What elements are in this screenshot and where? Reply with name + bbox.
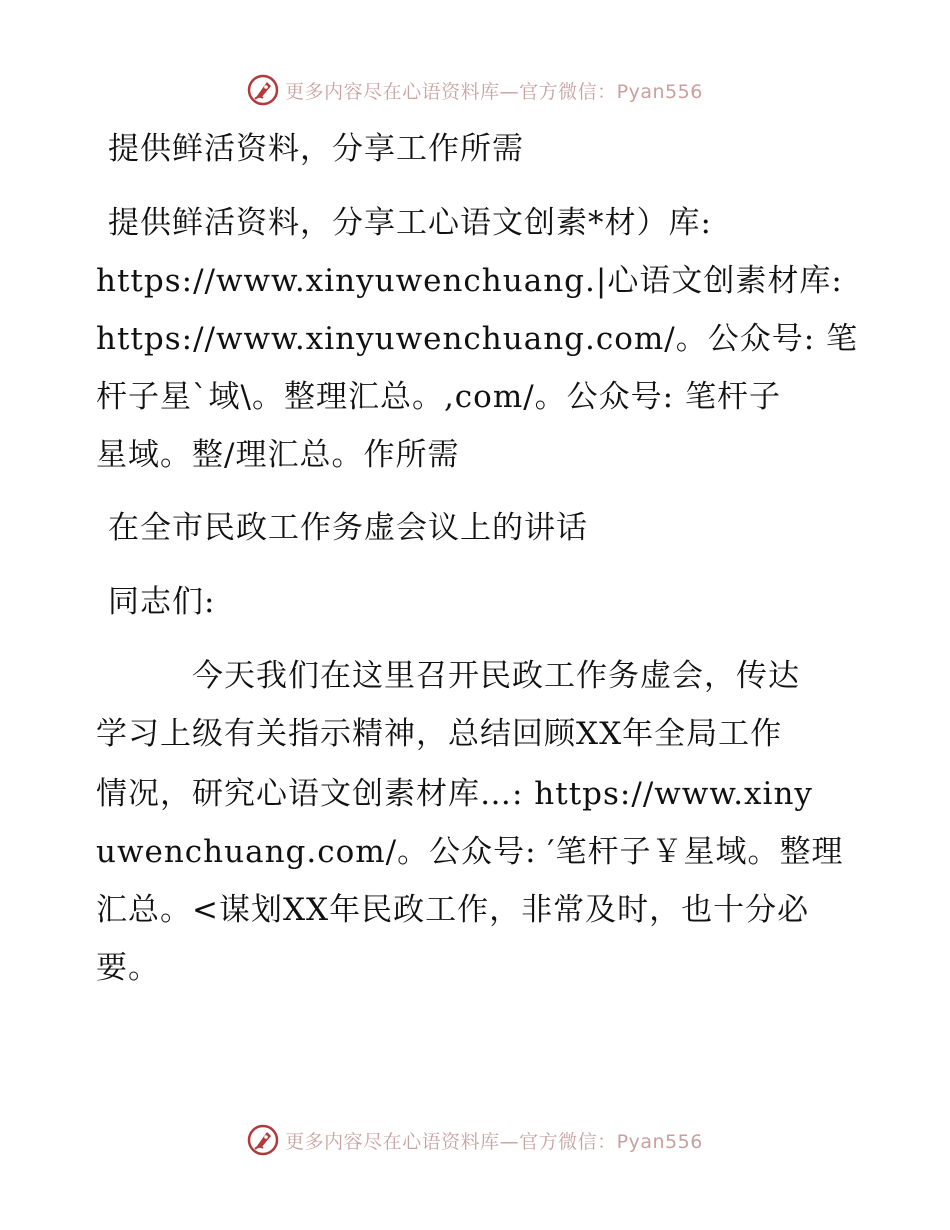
body-line-2: 学习上级有关指示精神，总结回顾XX年全局工作 — [96, 716, 783, 752]
noisy-line-3: https://www.xinyuwenchuang.com/。公众号: 笔 — [96, 321, 859, 357]
noisy-line-2: https://www.xinyuwenchuang.|心语文创素材库: — [96, 263, 843, 299]
body-line-1: 今天我们在这里召开民政工作务虚会，传达 — [192, 658, 800, 694]
body-line-4: uwenchuang.com/。公众号: ′笔杆子￥星域。整理 — [96, 834, 844, 870]
noisy-line-4: 杆子星`域\。整理汇总。,com/。公众号: 笔杆子 — [96, 379, 781, 415]
pen-nib-logo-icon — [247, 74, 279, 106]
salutation: 同志们: — [108, 584, 216, 620]
document-title: 在全市民政工作务虚会议上的讲话 — [108, 510, 588, 546]
body-line-6: 要。 — [96, 950, 160, 986]
header-line: 提供鲜活资料，分享工作所需 — [108, 131, 524, 167]
noisy-line-5: 星域。整/理汇总。作所需 — [96, 437, 460, 473]
top-banner — [0, 70, 950, 110]
pen-nib-logo-icon — [247, 1124, 279, 1156]
noisy-line-1: 提供鲜活资料，分享工心语文创素*材）库: — [108, 205, 712, 241]
banner-text: 更多内容尽在心语资料库—官方微信：Pyan556 — [285, 1130, 703, 1153]
banner-text: 更多内容尽在心语资料库—官方微信：Pyan556 — [285, 80, 703, 103]
body-line-3: 情况，研究心语文创素材库…: https://www.xiny — [96, 776, 813, 812]
body-line-5: 汇总。<谋划XX年民政工作，非常及时，也十分必 — [96, 892, 810, 928]
bottom-banner — [0, 1120, 950, 1160]
